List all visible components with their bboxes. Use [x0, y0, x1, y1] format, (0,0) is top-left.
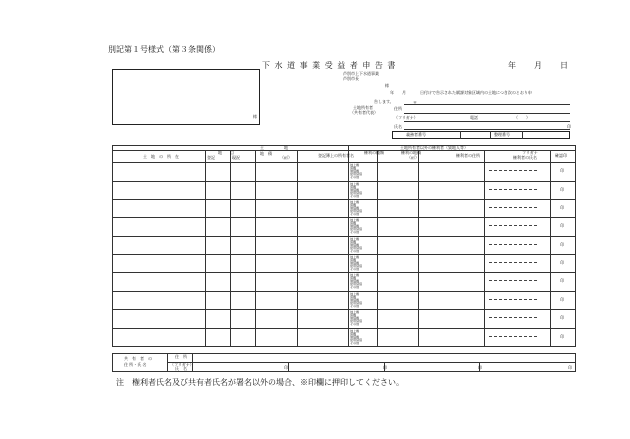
- table-cell[interactable]: [484, 163, 550, 181]
- co-owner-stamp-4: 印: [568, 365, 572, 370]
- filer-address-label: 住所: [394, 106, 402, 111]
- col-location: 土 地 の 所 在: [143, 154, 179, 159]
- table-row: [113, 310, 576, 328]
- table-cell[interactable]: [231, 236, 256, 254]
- table-cell[interactable]: [349, 310, 378, 328]
- table-cell[interactable]: [255, 163, 297, 181]
- table-cell[interactable]: [206, 163, 231, 181]
- table-cell[interactable]: [484, 310, 550, 328]
- table-cell[interactable]: [113, 218, 206, 236]
- table-cell[interactable]: [298, 181, 349, 199]
- rights-options: 地上権 質権 賃借権 使用貸借 その他: [350, 291, 363, 308]
- filer-stamp-mark: 印: [567, 124, 571, 129]
- table-cell[interactable]: [551, 255, 576, 273]
- table-cell[interactable]: [349, 163, 378, 181]
- name-line[interactable]: [404, 129, 570, 130]
- filer-phone-label: 電話: [470, 115, 478, 120]
- col-confirm: 確認印: [555, 153, 567, 158]
- row-stamp: 印: [560, 241, 565, 247]
- table-cell[interactable]: [484, 181, 550, 199]
- co-owner-stamp-3: 印: [478, 365, 482, 370]
- rights-options: 地上権 質権 賃借権 使用貸借 その他: [350, 236, 363, 253]
- table-cell[interactable]: [484, 199, 550, 217]
- col-holder-name: 権利者の氏名: [513, 155, 537, 160]
- table-row: [113, 291, 576, 309]
- notice-lead: 年 月: [390, 90, 406, 95]
- table-cell[interactable]: [298, 273, 349, 291]
- furigana-dash-line: [489, 299, 537, 300]
- table-cell[interactable]: [349, 218, 378, 236]
- row-stamp: 印: [560, 296, 565, 302]
- date-year: 年: [508, 61, 516, 70]
- row-stamp: 印: [560, 186, 565, 192]
- co-owner-label: 共 有 者 の: [124, 356, 152, 361]
- rights-options: 地上権 質権 賃借権 使用貸借 その他: [350, 163, 363, 180]
- col-actual: 現況: [232, 155, 240, 160]
- table-cell[interactable]: [231, 199, 256, 217]
- table-cell[interactable]: [551, 163, 576, 181]
- table-cell[interactable]: [231, 328, 256, 347]
- date-day: 日: [560, 61, 568, 70]
- table-cell[interactable]: [418, 181, 484, 199]
- table-cell[interactable]: [231, 310, 256, 328]
- table-cell[interactable]: [206, 328, 231, 347]
- table-cell[interactable]: [418, 199, 484, 217]
- furigana-dash-line: [489, 244, 537, 245]
- addressee-honorific: 様: [385, 83, 389, 88]
- co-owner-label-2: 住 所・氏 名: [124, 362, 147, 367]
- furigana-line[interactable]: [404, 121, 570, 122]
- table-cell[interactable]: [349, 273, 378, 291]
- furigana-dash-line: [489, 317, 537, 318]
- table-row: [113, 199, 576, 217]
- table-cell[interactable]: [255, 328, 297, 347]
- row-stamp: 印: [560, 168, 565, 174]
- table-cell[interactable]: [206, 310, 231, 328]
- rights-options: 地上権 質権 賃借権 使用貸借 その他: [350, 273, 363, 290]
- zip-line: [404, 104, 570, 105]
- col-chimoku: 地 目: [218, 150, 234, 155]
- table-cell[interactable]: [484, 291, 550, 309]
- furigana-dash-line: [489, 189, 537, 190]
- table-cell[interactable]: [206, 199, 231, 217]
- table-cell[interactable]: [231, 255, 256, 273]
- table-cell[interactable]: [113, 255, 206, 273]
- table-row: [113, 236, 576, 254]
- table-cell[interactable]: [378, 236, 418, 254]
- table-cell[interactable]: [418, 218, 484, 236]
- rights-options: 地上権 質権 賃借権 使用貸借 その他: [350, 181, 363, 198]
- co-owner-name-label: 氏 名: [175, 366, 187, 371]
- table-cell[interactable]: [484, 236, 550, 254]
- furigana-dash-line: [489, 262, 537, 263]
- table-cell[interactable]: [551, 199, 576, 217]
- registry-divider-3: [522, 131, 523, 139]
- table-cell[interactable]: [298, 218, 349, 236]
- table-cell[interactable]: [113, 310, 206, 328]
- co-owner-furigana-label: （フリガナ）: [170, 362, 194, 367]
- table-row: [113, 163, 576, 181]
- addressee-line2: 芦別市長: [343, 76, 359, 81]
- table-cell[interactable]: [113, 163, 206, 181]
- reception-stamp-box[interactable]: [112, 69, 260, 125]
- table-cell[interactable]: [378, 218, 418, 236]
- table-cell[interactable]: [298, 328, 349, 347]
- land-table: [112, 145, 576, 347]
- table-row: [113, 218, 576, 236]
- filer-name-label: 氏名: [394, 124, 402, 129]
- table-cell[interactable]: [255, 236, 297, 254]
- registry-divider-2: [490, 131, 491, 139]
- table-row: [113, 273, 576, 291]
- table-cell[interactable]: [418, 273, 484, 291]
- table-cell[interactable]: [378, 291, 418, 309]
- table-cell[interactable]: [378, 163, 418, 181]
- table-cell[interactable]: [206, 218, 231, 236]
- furigana-dash-line: [489, 225, 537, 226]
- form-label: 別記第１号様式（第３条関係）: [108, 45, 220, 54]
- table-cell[interactable]: [298, 255, 349, 273]
- table-cell[interactable]: [551, 218, 576, 236]
- table-cell[interactable]: [349, 328, 378, 347]
- table-row: [113, 255, 576, 273]
- table-cell[interactable]: [255, 218, 297, 236]
- table-cell[interactable]: [231, 291, 256, 309]
- filer-label-2: （共有者代表）: [350, 110, 378, 115]
- registry-label: 義務者番号: [406, 132, 426, 137]
- row-stamp: 印: [560, 333, 565, 339]
- table-cell[interactable]: [349, 291, 378, 309]
- table-cell[interactable]: [418, 328, 484, 347]
- co-owner-stamp-1: 印: [284, 365, 288, 370]
- table-cell[interactable]: [113, 236, 206, 254]
- table-row: [113, 181, 576, 199]
- table-cell[interactable]: [231, 181, 256, 199]
- addressee-line1: 芦別市上下水道事業: [343, 71, 379, 76]
- col-rights-area: 権利の地積: [401, 150, 421, 155]
- row-stamp: 印: [560, 278, 565, 284]
- row-stamp: 印: [560, 315, 565, 321]
- filer-label: 土地所有者: [353, 105, 373, 110]
- table-cell[interactable]: [378, 310, 418, 328]
- table-cell[interactable]: [298, 236, 349, 254]
- table-cell[interactable]: [378, 273, 418, 291]
- furigana-dash-line: [489, 207, 537, 208]
- header-owner: 土地所有者以外の権利者（賃地人等）: [400, 145, 468, 150]
- table-cell[interactable]: [298, 199, 349, 217]
- table-cell[interactable]: [113, 291, 206, 309]
- table-cell[interactable]: [484, 328, 550, 347]
- table-cell[interactable]: [418, 255, 484, 273]
- col-reg-owner: 登記簿上の所有者名: [318, 153, 354, 158]
- rights-options: 地上権 質権 賃借権 使用貸借 その他: [350, 199, 363, 216]
- col-area-unit: （㎡）: [280, 155, 292, 160]
- table-cell[interactable]: [378, 255, 418, 273]
- table-row: [113, 328, 576, 347]
- date-month: 月: [534, 61, 542, 70]
- stamp-box-honorific: 様: [253, 114, 257, 119]
- table-cell[interactable]: [113, 199, 206, 217]
- col-area: 地 積: [260, 151, 272, 156]
- table-cell[interactable]: [255, 273, 297, 291]
- header-land: 土 地: [260, 145, 288, 150]
- rights-options: 地上権 質権 賃借権 使用貸借 その他: [350, 218, 363, 235]
- manage-label: 整理番号: [494, 132, 510, 137]
- address-line[interactable]: [404, 113, 570, 114]
- row-stamp: 印: [560, 260, 565, 266]
- table-cell[interactable]: [255, 291, 297, 309]
- row-stamp: 印: [560, 204, 565, 210]
- filer-phone-paren: （ ）: [514, 115, 530, 120]
- table-cell[interactable]: [418, 163, 484, 181]
- col-rights-area-unit: （㎡）: [407, 155, 419, 160]
- table-cell[interactable]: [206, 273, 231, 291]
- table-cell[interactable]: [484, 218, 550, 236]
- table-cell[interactable]: [349, 181, 378, 199]
- table-cell[interactable]: [551, 236, 576, 254]
- co-owner-address-label: 住 所: [175, 354, 187, 359]
- table-cell[interactable]: [551, 328, 576, 347]
- col-registry: 登記: [207, 155, 215, 160]
- table-cell[interactable]: [484, 255, 550, 273]
- notice-text: 日付けで告示された賦課対象区域内の土地につき次のとおり申: [420, 90, 532, 95]
- col-furigana: フリガナ: [522, 150, 538, 155]
- table-cell[interactable]: [113, 181, 206, 199]
- rights-options: 地上権 質権 賃借権 使用貸借 その他: [350, 328, 363, 345]
- table-cell[interactable]: [113, 273, 206, 291]
- table-cell[interactable]: [551, 291, 576, 309]
- rights-options: 地上権 質権 賃借権 使用貸借 その他: [350, 310, 363, 327]
- row-stamp: 印: [560, 223, 565, 229]
- table-cell[interactable]: [231, 273, 256, 291]
- table-cell[interactable]: [255, 181, 297, 199]
- table-cell[interactable]: [298, 163, 349, 181]
- table-cell[interactable]: [551, 273, 576, 291]
- table-cell[interactable]: [206, 255, 231, 273]
- col-rights-type: 権利の種類: [364, 150, 384, 155]
- col-holder-address: 権利者の住所: [456, 153, 480, 158]
- table-cell[interactable]: [206, 236, 231, 254]
- table-cell[interactable]: [231, 163, 256, 181]
- table-cell[interactable]: [349, 255, 378, 273]
- table-cell[interactable]: [349, 236, 378, 254]
- table-cell[interactable]: [298, 291, 349, 309]
- co-owner-stamp-2: 印: [383, 365, 387, 370]
- furigana-dash-line: [489, 280, 537, 281]
- table-cell[interactable]: [113, 328, 206, 347]
- table-cell[interactable]: [206, 291, 231, 309]
- table-cell[interactable]: [231, 218, 256, 236]
- filer-zip: 〒: [413, 100, 417, 105]
- table-cell[interactable]: [418, 236, 484, 254]
- table-cell[interactable]: [484, 273, 550, 291]
- page-title: 下 水 道 事 業 受 益 者 申 告 書: [262, 61, 397, 70]
- table-cell[interactable]: [255, 199, 297, 217]
- table-cell[interactable]: [378, 199, 418, 217]
- table-cell[interactable]: [418, 291, 484, 309]
- registry-divider: [460, 131, 461, 139]
- table-cell[interactable]: [418, 310, 484, 328]
- table-cell[interactable]: [378, 328, 418, 347]
- table-cell[interactable]: [255, 255, 297, 273]
- table-cell[interactable]: [378, 181, 418, 199]
- table-cell[interactable]: [349, 199, 378, 217]
- notice-text-2: 告します。: [374, 99, 394, 104]
- furigana-dash-line: [489, 336, 537, 337]
- filer-furigana-label: （フリガナ）: [394, 115, 418, 120]
- table-cell[interactable]: [551, 310, 576, 328]
- table-cell[interactable]: [298, 310, 349, 328]
- table-cell[interactable]: [551, 181, 576, 199]
- table-cell[interactable]: [206, 181, 231, 199]
- rights-options: 地上権 質権 賃借権 使用貸借 その他: [350, 255, 363, 272]
- table-cell[interactable]: [255, 310, 297, 328]
- footnote: 注 権利者氏名及び共有者氏名が署名以外の場合、※印欄に押印してください。: [116, 378, 404, 387]
- furigana-dash-line: [489, 170, 537, 171]
